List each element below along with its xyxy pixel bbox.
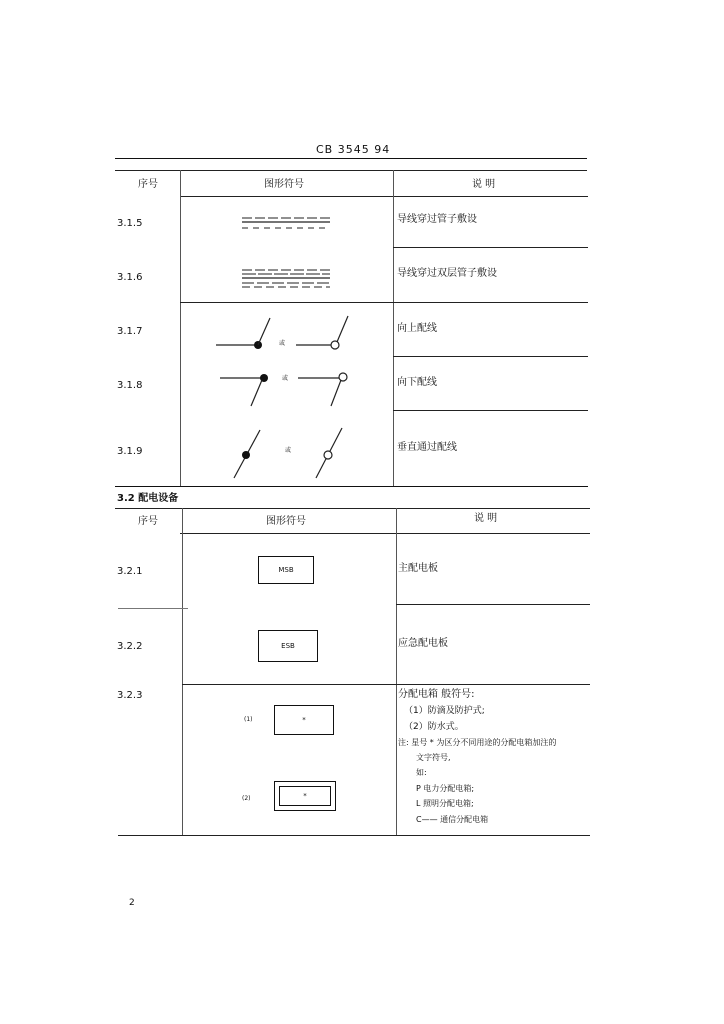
header-no: 序号	[138, 179, 158, 190]
esb-box-symbol	[258, 630, 318, 662]
msb-box-symbol	[258, 556, 314, 584]
desc-line: L 照明分配电箱;	[416, 799, 474, 808]
msb-label: MSB	[278, 566, 294, 574]
or-label: 或	[285, 447, 292, 454]
desc-line: P 电力分配电箱;	[416, 784, 475, 793]
row-number: 3.1.8	[117, 380, 143, 391]
row-description: 导线穿过管子敷设	[397, 214, 477, 225]
table-header-top	[115, 508, 590, 509]
conduit-wiring-symbol	[240, 212, 335, 234]
desc-line: 分配电箱 般符号:	[398, 689, 475, 700]
col-divider-2	[393, 170, 394, 486]
asterisk-label: *	[302, 716, 306, 724]
row-description: 主配电板	[398, 563, 438, 574]
row-number: 3.1.7	[117, 326, 143, 337]
row-number: 3.1.5	[117, 218, 143, 229]
or-label: 或	[282, 375, 289, 382]
table-top-rule	[115, 158, 587, 159]
row-rule	[393, 247, 588, 248]
table-header-bottom	[180, 533, 590, 534]
row-rule	[182, 684, 590, 685]
row-description: 向上配线	[397, 323, 437, 334]
row-description: 应急配电板	[398, 638, 448, 649]
col-divider-2	[396, 508, 397, 836]
header-desc: 说 明	[474, 513, 498, 524]
distribution-box-drip-proof-symbol	[274, 705, 334, 735]
col-divider-1	[180, 170, 181, 486]
downward-wiring-symbol	[218, 366, 358, 410]
symbol-variant-label: (1)	[244, 716, 253, 723]
table-bottom-rule	[118, 835, 590, 836]
symbol-variant-label: (2)	[242, 795, 251, 802]
row-number: 3.2.3	[117, 690, 143, 701]
row-rule	[393, 410, 588, 411]
header-symbol: 图形符号	[264, 179, 304, 190]
double-conduit-wiring-symbol	[240, 266, 335, 292]
desc-line: 注: 星号 * 为区分不同用途的分配电箱加注的	[398, 738, 557, 747]
header-desc: 说 明	[472, 179, 496, 190]
or-label: 或	[279, 340, 286, 347]
page-number: 2	[129, 898, 135, 908]
row-description: 垂直通过配线	[397, 442, 457, 453]
row-rule	[118, 608, 188, 609]
header-symbol: 图形符号	[266, 516, 306, 527]
header-no: 序号	[138, 516, 158, 527]
desc-line: （1）防滴及防护式;	[404, 706, 485, 716]
row-number: 3.2.2	[117, 641, 143, 652]
row-rule	[396, 604, 590, 605]
col-divider-1	[182, 508, 183, 836]
row-number: 3.2.1	[117, 566, 143, 577]
section-title: 3.2 配电设备	[117, 493, 179, 504]
row-rule	[180, 302, 588, 303]
distribution-box-waterproof-symbol	[274, 781, 336, 811]
desc-line: 文字符号,	[416, 753, 451, 762]
upward-wiring-symbol	[214, 312, 354, 356]
section-end-rule	[115, 486, 588, 487]
desc-line: （2）防水式。	[404, 722, 464, 732]
desc-line: 如:	[416, 768, 427, 777]
table-header-top	[115, 170, 587, 171]
row-number: 3.1.6	[117, 272, 143, 283]
row-number: 3.1.9	[117, 446, 143, 457]
table-header-bottom	[180, 196, 588, 197]
row-description: 向下配线	[397, 377, 437, 388]
row-description: 导线穿过双层管子敷设	[397, 268, 497, 279]
desc-line: C—— 通信分配电箱	[416, 815, 489, 824]
asterisk-label: *	[303, 792, 307, 800]
esb-label: ESB	[281, 642, 295, 650]
document-code: CB 3545 94	[316, 143, 391, 156]
row-rule	[393, 356, 588, 357]
